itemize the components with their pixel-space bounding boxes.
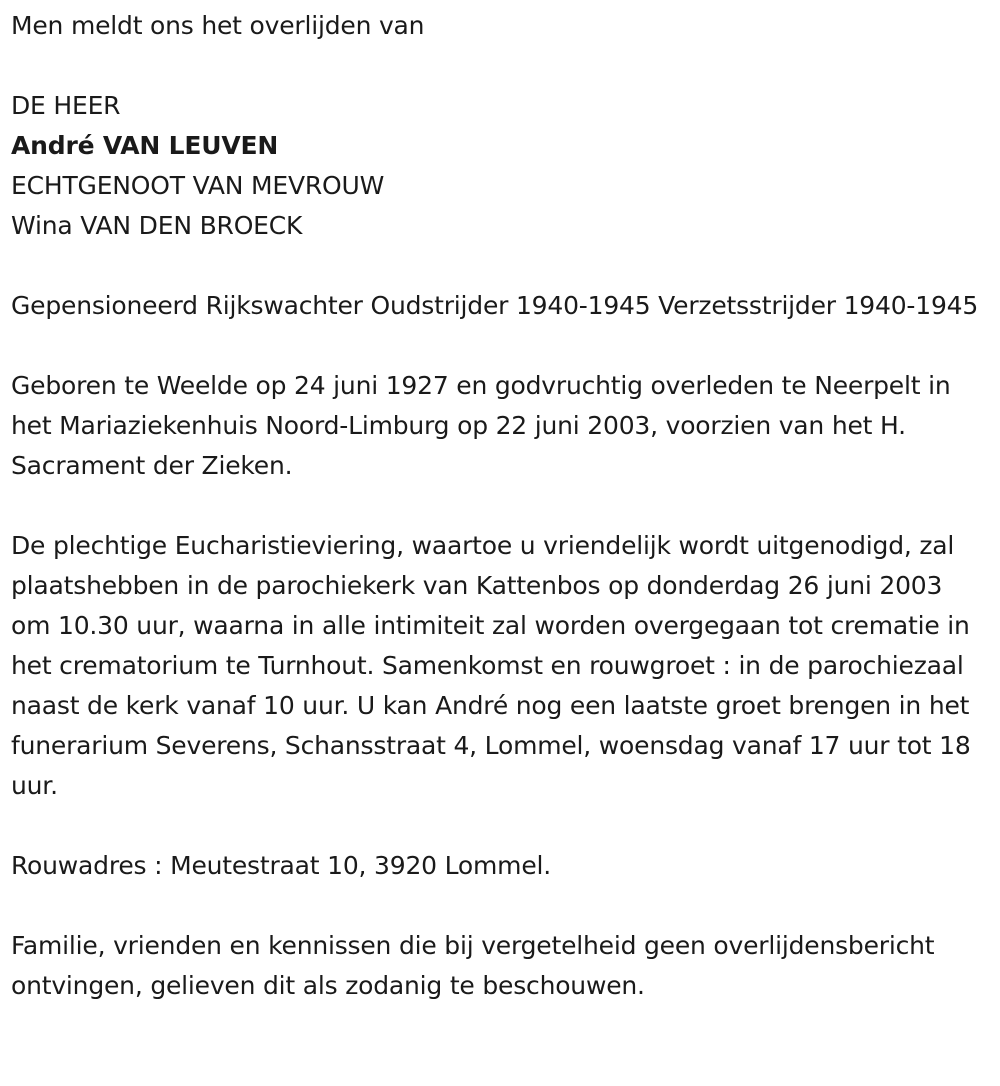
- spacer: [11, 886, 989, 926]
- mourning-address: Rouwadres : Meutestraat 10, 3920 Lommel.: [11, 851, 551, 880]
- spouse-name: Wina VAN DEN BROECK: [11, 211, 303, 240]
- ceremony-paragraph: De plechtige Eucharistieviering, waartoe u vriendelijk wordt uitgenodigd, zal plaatshebben in de parochiekerk van Kattenbos op donderdag 26 juni 2003 om 10.30 uur, waarna in alle intimiteit zal worden overgegaan tot crematie in het crematorium te Turnhout. Samenkomst en rouwgroet : in de parochiezaal naast de kerk vanaf 10 uur. U kan André nog een laatste groet brengen in het funerarium Severens, Schansstraat 4, Lommel, woensdag vanaf 17 uur tot 18 uur.: [11, 531, 971, 800]
- death-notice: [11, 6, 989, 1006]
- occupation-paragraph: Gepensioneerd Rijkswachter Oudstrijder 1940-1945 Verzetsstrijder 1940-1945: [11, 291, 979, 320]
- closing-paragraph: Familie, vrienden en kennissen die bij vergetelheid geen overlijdensbericht ontvingen, gelieven dit als zodanig te beschouwen.: [11, 931, 935, 1000]
- spacer: [11, 806, 989, 846]
- birth-death-paragraph: Geboren te Weelde op 24 juni 1927 en godvruchtig overleden te Neerpelt in het Mariaziekenhuis Noord-Limburg op 22 juni 2003, voorzien van het H. Sacrament der Zieken.: [11, 371, 951, 480]
- intro-line: Men meldt ons het overlijden van: [11, 11, 425, 40]
- spacer: [11, 246, 989, 286]
- spacer: [11, 46, 989, 86]
- salutation: DE HEER: [11, 91, 121, 120]
- relation-line: ECHTGENOOT VAN MEVROUW: [11, 171, 385, 200]
- spacer: [11, 326, 989, 366]
- spacer: [11, 486, 989, 526]
- deceased-name: André VAN LEUVEN: [11, 131, 279, 160]
